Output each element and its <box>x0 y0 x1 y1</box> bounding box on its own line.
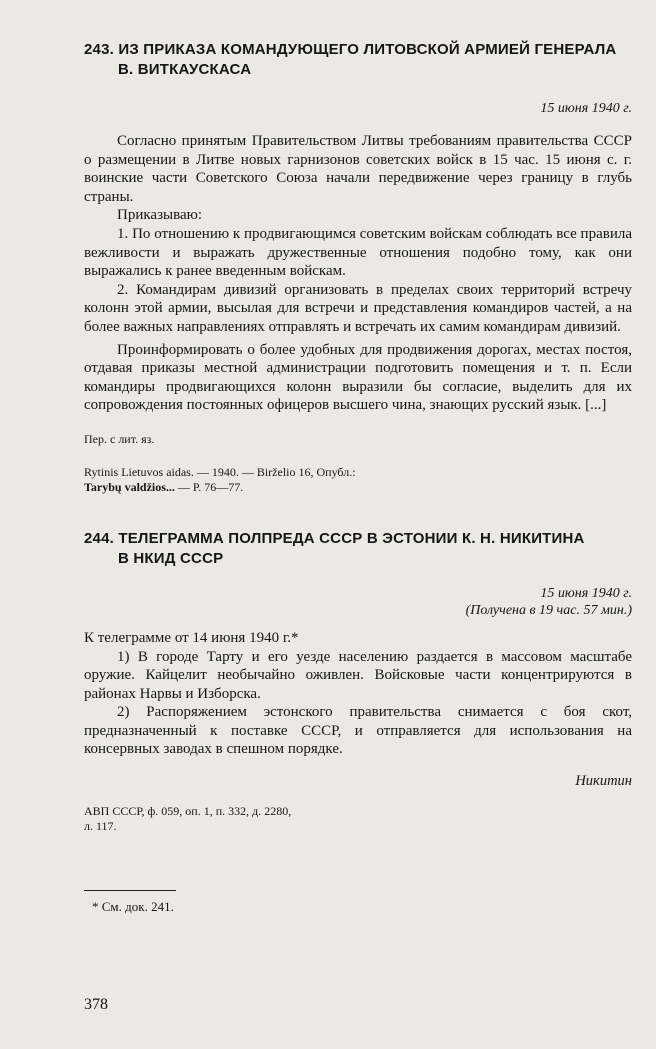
doc244-date: 15 июня 1940 г. <box>540 585 632 601</box>
doc244-signature: Никитин <box>575 773 632 790</box>
doc244-received: (Получена в 19 час. 57 мин.) <box>465 602 632 618</box>
doc243-translation-note: Пер. с лит. яз. <box>84 431 155 446</box>
footnote-divider <box>84 890 176 891</box>
doc243-source-title: Tarybų valdžios... <box>84 479 175 494</box>
doc243-paragraph-2: Приказываю: <box>117 207 202 224</box>
doc244-title-line2: В НКИД СССР <box>118 549 224 567</box>
doc244-paragraph-3: 2) Распоряжением эстонского правительства снимается с боя скот, предназначенный к поставке СССР, и отправляется для использования на консервных заводах в спешном порядке. <box>84 704 632 758</box>
doc243-title-line2: В. ВИТКАУСКАСА <box>118 61 252 78</box>
doc244-title-line1: 244. ТЕЛЕГРАММА ПОЛПРЕДА СССР В ЭСТОНИИ К. Н. НИКИТИНА <box>84 529 585 547</box>
footnote: * См. док. 241. <box>92 899 174 915</box>
doc243-source-line1: Rytinis Lietuvos aidas. — 1940. — Birželio 16, Опубл.: <box>84 464 356 479</box>
doc243-source-line2 <box>84 480 632 495</box>
doc243-paragraph-5: Проинформировать о более удобных для продвижения дорогах, местах постоя, отдавая приказы местной администрации подготовить помещения и т. п. Если командиры продвигающихся колонн выразили бы согласие, выделить для их сопровождения постоянных офицеров высшего чина, знающих русский язык. [...] <box>84 341 632 414</box>
doc244-archive-line1: АВП СССР, ф. 059, оп. 1, п. 332, д. 2280, <box>84 804 292 819</box>
doc244-title <box>84 529 632 569</box>
doc244-archive-line2: л. 117. <box>84 819 117 834</box>
page-number: 378 <box>84 996 108 1013</box>
doc244-paragraph-1: К телеграмме от 14 июня 1940 г.* <box>84 629 299 646</box>
doc244-paragraph-2: 1) В городе Тарту и его уезде населению раздается в массовом масштабе оружие. Кайцелит необычайно оживлен. Войсковые части концентрируются в районах Нарвы и Изборска. <box>84 648 632 702</box>
doc243-date: 15 июня 1940 г. <box>540 101 632 116</box>
doc243-source-pages: — P. 76—77. <box>174 479 244 494</box>
page-content <box>84 40 632 915</box>
doc243-paragraph-4: 2. Командирам дивизий организовать в пределах своих территорий встречу колонн этой армии, высылая для встречи и представления командиров частей, а на более важных направлениях отправлять и встречать их самим командирам дивизий. <box>84 281 632 335</box>
doc243-paragraph-3: 1. По отношению к продвигающимся советским войскам соблюдать все правила вежливости и выражать дружественные отношения подобно тому, как они выражались к ранее введенным войскам. <box>84 225 632 280</box>
doc243-title <box>84 40 632 80</box>
doc243-source <box>84 465 632 495</box>
doc243-paragraph-1: Согласно принятым Правительством Литвы требованиям правительства СССР о размещении в Литве новых гарнизонов советских войск в 15 час. 15 июня с. г. воинские части Советского Союза начали передвижение через границу в глубь страны. <box>84 133 632 205</box>
doc243-title-line1: 243. ИЗ ПРИКАЗА КОМАНДУЮЩЕГО ЛИТОВСКОЙ АРМИЕЙ ГЕНЕРАЛА <box>84 41 617 58</box>
doc244-archive <box>84 804 632 834</box>
